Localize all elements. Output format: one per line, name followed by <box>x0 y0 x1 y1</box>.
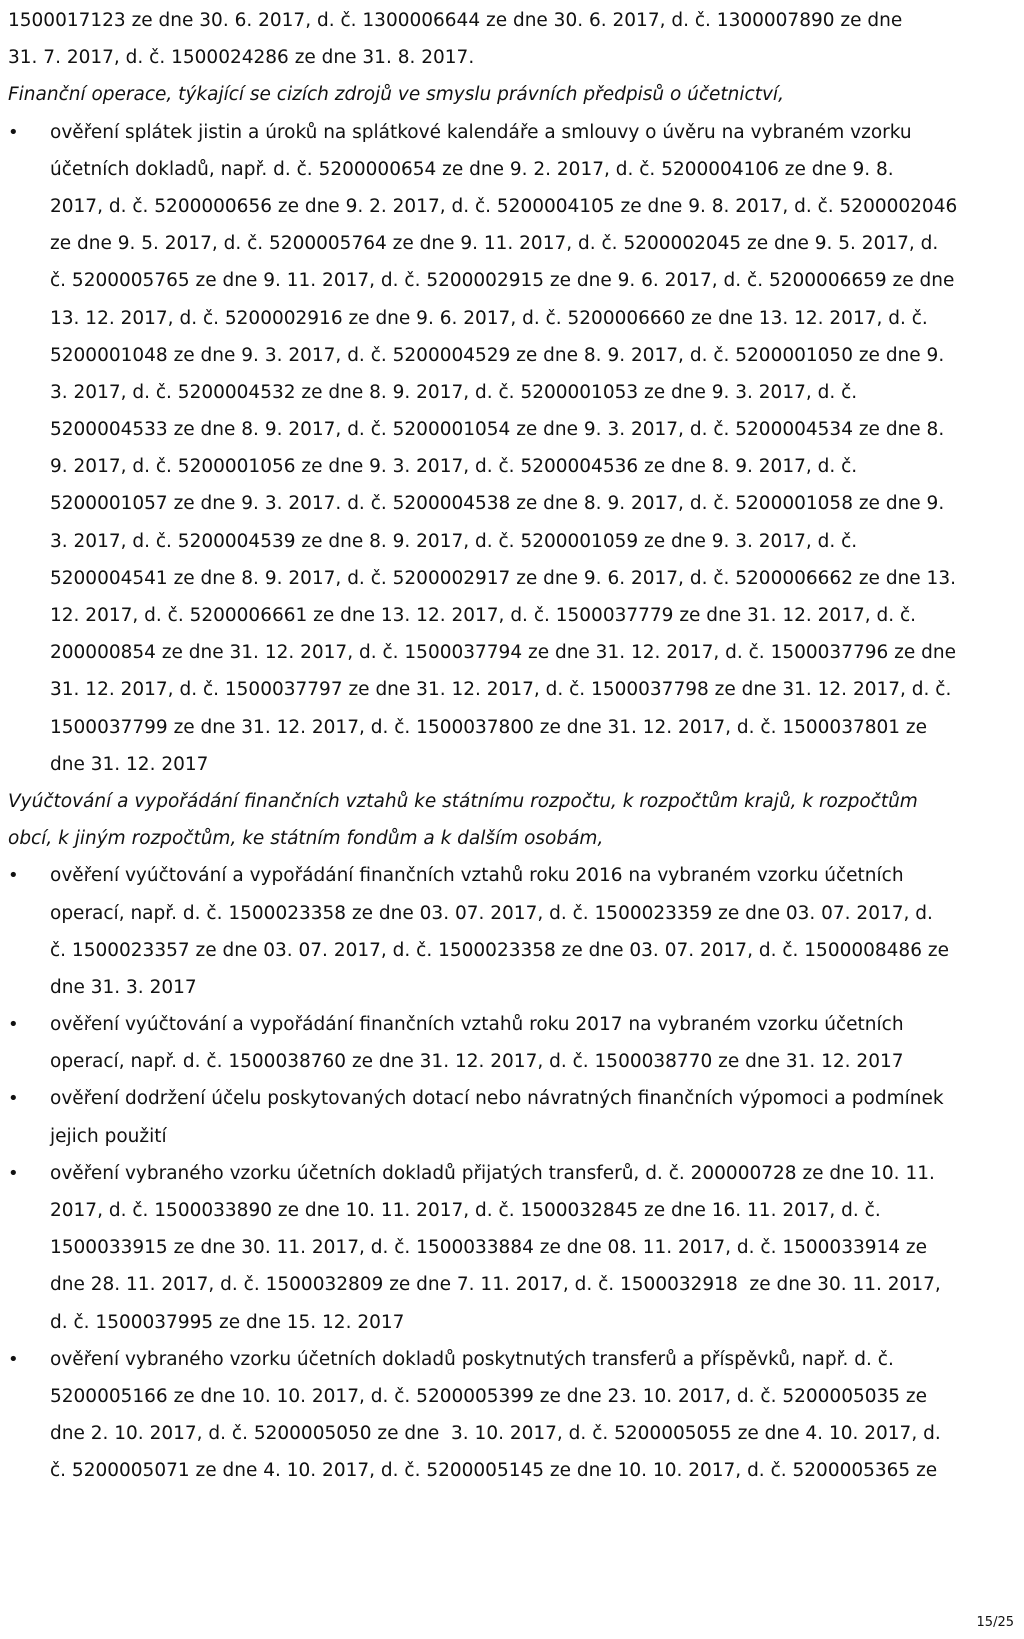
list-item-line: operací, např. d. č. 1500023358 ze dne 03. 07. 2017, d. č. 1500023359 ze dne 03. 07. 2017, d. <box>50 902 933 924</box>
list-item-line: 5200001048 ze dne 9. 3. 2017, d. č. 5200004529 ze dne 8. 9. 2017, d. č. 5200001050 ze dne 9. <box>50 344 945 366</box>
list-item-line: č. 1500023357 ze dne 03. 07. 2017, d. č. 1500023358 ze dne 03. 07. 2017, d. č. 1500008486 ze <box>50 939 949 961</box>
list-item-line: ověření splátek jistin a úroků na splátkové kalendáře a smlouvy o úvěru na vybraném vzorku <box>50 121 912 143</box>
bullet-icon: • <box>8 1348 19 1370</box>
list-item-text <box>50 114 1020 783</box>
list-item-line: č. 5200005765 ze dne 9. 11. 2017, d. č. 5200002915 ze dne 9. 6. 2017, d. č. 5200006659 ze dne <box>50 270 955 292</box>
section-2-list <box>8 857 1020 1489</box>
list-item-line: ověření vyúčtování a vypořádání finančních vztahů roku 2016 na vybraném vzorku účetních <box>50 865 904 887</box>
list-item-line: 5200005166 ze dne 10. 10. 2017, d. č. 5200005399 ze dne 23. 10. 2017, d. č. 5200005035 ze <box>50 1385 928 1407</box>
list-item <box>8 857 1020 1006</box>
list-item-line: dne 31. 12. 2017 <box>50 753 209 775</box>
list-item-line: dne 31. 3. 2017 <box>50 976 197 998</box>
intro-line: 1500017123 ze dne 30. 6. 2017, d. č. 1300006644 ze dne 30. 6. 2017, d. č. 1300007890 ze dne <box>8 10 903 31</box>
list-item <box>8 1080 1020 1154</box>
list-item-line: operací, např. d. č. 1500038760 ze dne 31. 12. 2017, d. č. 1500038770 ze dne 31. 12. 2017 <box>50 1051 904 1073</box>
list-item-text <box>50 857 1020 1006</box>
list-item-line: ze dne 9. 5. 2017, d. č. 5200005764 ze dne 9. 11. 2017, d. č. 5200002045 ze dne 9. 5. 2017, d. <box>50 233 939 255</box>
page-number: 15/25 <box>976 1615 1014 1630</box>
list-item-line: 3. 2017, d. č. 5200004532 ze dne 8. 9. 2017, d. č. 5200001053 ze dne 9. 3. 2017, d. č. <box>50 381 858 403</box>
list-item-text <box>50 1155 1020 1341</box>
section-1-list <box>8 114 1020 783</box>
list-item-line: 9. 2017, d. č. 5200001056 ze dne 9. 3. 2017, d. č. 5200004536 ze dne 8. 9. 2017, d. č. <box>50 456 858 478</box>
list-item-line: dne 2. 10. 2017, d. č. 5200005050 ze dne 3. 10. 2017, d. č. 5200005055 ze dne 4. 10. 2017, d. <box>50 1423 941 1445</box>
list-item-text <box>50 1006 1020 1080</box>
list-item-line: ověření vybraného vzorku účetních dokladů poskytnutých transferů a příspěvků, např. d. č. <box>50 1348 894 1370</box>
bullet-icon: • <box>8 121 19 143</box>
list-item-line: účetních dokladů, např. d. č. 5200000654 ze dne 9. 2. 2017, d. č. 5200004106 ze dne 9. 8. <box>50 158 894 180</box>
list-item-line: 1500037799 ze dne 31. 12. 2017, d. č. 1500037800 ze dne 31. 12. 2017, d. č. 1500037801 ze <box>50 716 928 738</box>
intro-paragraph <box>8 2 1020 76</box>
list-item-line: 3. 2017, d. č. 5200004539 ze dne 8. 9. 2017, d. č. 5200001059 ze dne 9. 3. 2017, d. č. <box>50 530 858 552</box>
list-item-text <box>50 1341 1020 1490</box>
list-item-line: 5200001057 ze dne 9. 3. 2017. d. č. 5200004538 ze dne 8. 9. 2017, d. č. 5200001058 ze dne 9. <box>50 493 945 515</box>
bullet-icon: • <box>8 1014 19 1036</box>
list-item-line: 31. 12. 2017, d. č. 1500037797 ze dne 31. 12. 2017, d. č. 1500037798 ze dne 31. 12. 2017, d. č. <box>50 679 952 701</box>
list-item-line: ověření dodržení účelu poskytovaných dotací nebo návratných finančních výpomoci a podmínek <box>50 1088 944 1110</box>
bullet-icon: • <box>8 865 19 887</box>
list-item-line: d. č. 1500037995 ze dne 15. 12. 2017 <box>50 1311 405 1333</box>
document-page <box>8 2 1020 1490</box>
section-heading: Finanční operace, týkající se cizích zdrojů ve smyslu právních předpisů o účetnictví, <box>8 84 784 106</box>
list-item-text <box>50 1080 1020 1154</box>
list-item <box>8 114 1020 783</box>
list-item-line: dne 28. 11. 2017, d. č. 1500032809 ze dne 7. 11. 2017, d. č. 1500032918 ze dne 30. 11. 2017, <box>50 1274 941 1296</box>
list-item-line: 5200004541 ze dne 8. 9. 2017, d. č. 5200002917 ze dne 9. 6. 2017, d. č. 5200006662 ze dne 13. <box>50 567 956 589</box>
list-item-line: 2017, d. č. 1500033890 ze dne 10. 11. 2017, d. č. 1500032845 ze dne 16. 11. 2017, d. č. <box>50 1200 881 1221</box>
list-item-line: 1500033915 ze dne 30. 11. 2017, d. č. 1500033884 ze dne 08. 11. 2017, d. č. 1500033914 ze <box>50 1237 928 1259</box>
list-item-line: 13. 12. 2017, d. č. 5200002916 ze dne 9. 6. 2017, d. č. 5200006660 ze dne 13. 12. 2017, d. č. <box>50 307 928 329</box>
intro-line: 31. 7. 2017, d. č. 1500024286 ze dne 31. 8. 2017. <box>8 47 475 69</box>
list-item-line: jejich použití <box>50 1125 167 1147</box>
section-heading: obcí, k jiným rozpočtům, ke státním fondům a k dalším osobám, <box>8 828 604 850</box>
list-item <box>8 1341 1020 1490</box>
list-item-line: č. 5200005071 ze dne 4. 10. 2017, d. č. 5200005145 ze dne 10. 10. 2017, d. č. 5200005365 ze <box>50 1460 938 1482</box>
list-item-line: 12. 2017, d. č. 5200006661 ze dne 13. 12. 2017, d. č. 1500037779 ze dne 31. 12. 2017, d. č. <box>50 605 917 626</box>
list-item-line: 5200004533 ze dne 8. 9. 2017, d. č. 5200001054 ze dne 9. 3. 2017, d. č. 5200004534 ze dne 8. <box>50 419 945 441</box>
section-heading: Vyúčtování a vypořádání finančních vztahů ke státnímu rozpočtu, k rozpočtům krajů, k rozpočtům <box>8 790 918 812</box>
bullet-icon: • <box>8 1162 19 1184</box>
list-item-line: 200000854 ze dne 31. 12. 2017, d. č. 1500037794 ze dne 31. 12. 2017, d. č. 1500037796 ze dne <box>50 642 956 664</box>
list-item-line: ověření vyúčtování a vypořádání finančních vztahů roku 2017 na vybraném vzorku účetních <box>50 1014 904 1036</box>
bullet-icon: • <box>8 1088 19 1110</box>
list-item <box>8 1006 1020 1080</box>
list-item <box>8 1155 1020 1341</box>
list-item-line: ověření vybraného vzorku účetních dokladů přijatých transferů, d. č. 200000728 ze dne 10. 11. <box>50 1162 935 1184</box>
list-item-line: 2017, d. č. 5200000656 ze dne 9. 2. 2017, d. č. 5200004105 ze dne 9. 8. 2017, d. č. 5200002046 <box>50 195 958 217</box>
